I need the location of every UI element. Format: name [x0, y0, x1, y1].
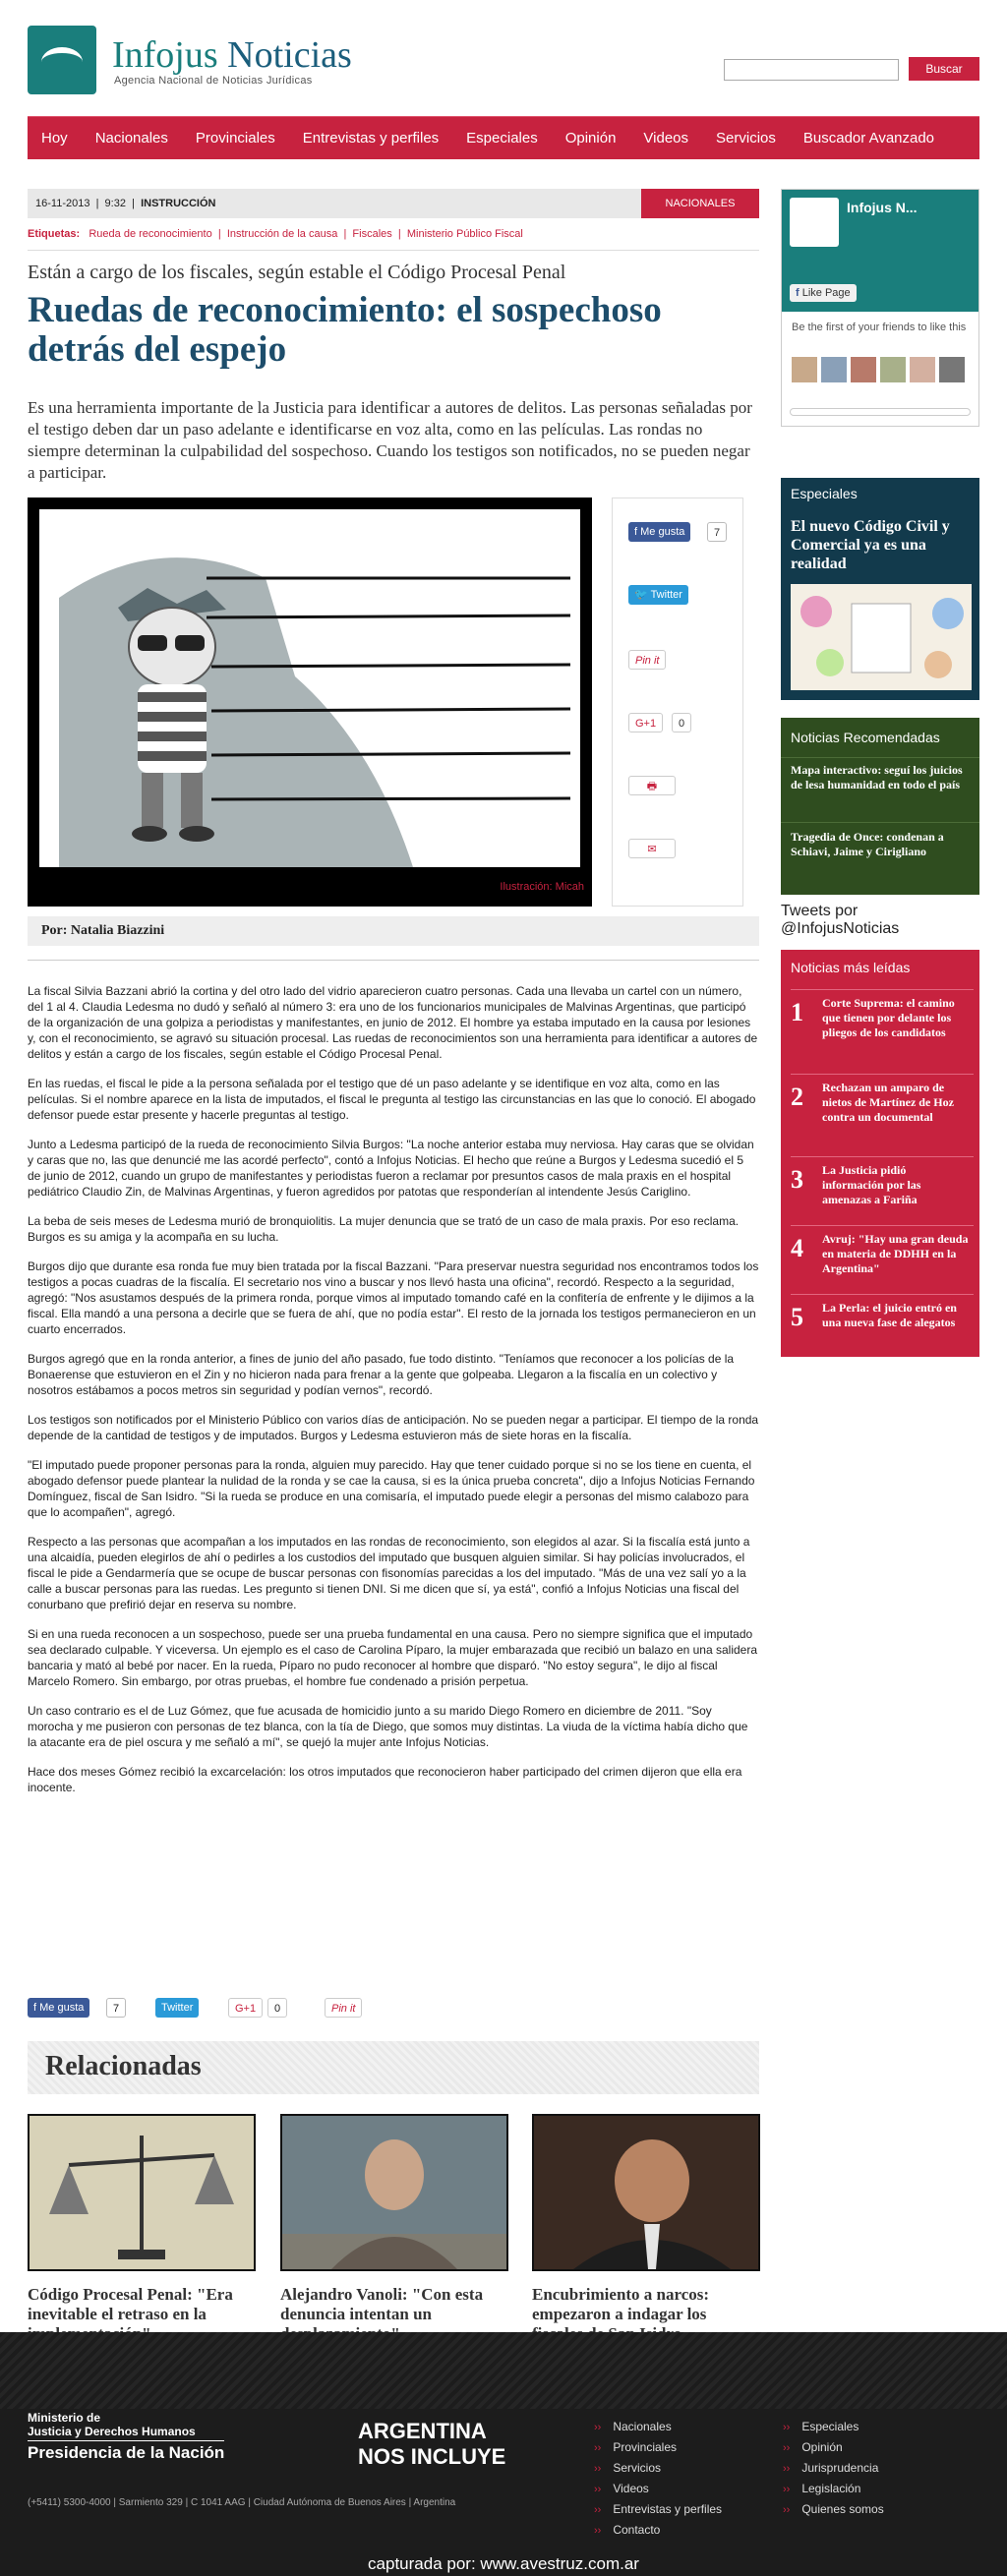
related-headline[interactable]: Alejandro Vanoli: "Con esta denuncia intentan un — [280, 2285, 484, 2323]
nav-item-servicios[interactable]: Servicios — [716, 130, 776, 146]
facebook-page-logo-icon — [790, 198, 839, 247]
especiales-image[interactable] — [791, 584, 972, 690]
article-illustration — [28, 498, 592, 907]
article-body — [28, 983, 759, 1809]
article-paragraph: Burgos agregó que en la ronda anterior, a fines de junio del año pasado, fue todo distinto. "Teníamos que reconocer a los policías de la Bonaerense que estuvieron en el Zin y no hicieron nada para frenar a la gente que golpeaba. Llegaron a la fiscalía en un colectivo y nosotros estábamos a pocos metros sin seguridad y podían vernos", recordó. — [28, 1352, 735, 1397]
nav-item-entrevistas[interactable]: Entrevistas y perfiles — [302, 130, 440, 146]
facebook-friends-text: Be the first of your friends to like this — [792, 322, 967, 333]
site-tagline: Agencia Nacional de Noticias Jurídicas — [114, 75, 313, 87]
rank-number: 1 — [791, 998, 803, 1026]
search-input[interactable] — [724, 59, 899, 81]
mas-leidas-headline[interactable]: Avruj: "Hay una gran deuda en materia de DDHH en la Argentina" — [822, 1232, 969, 1275]
nav-item-hoy[interactable]: Hoy — [41, 130, 68, 146]
recomendadas-title: Noticias Recomendadas — [791, 730, 940, 745]
related-headline[interactable]: Encubrimiento a narcos: empezaron a indagar los — [532, 2285, 710, 2323]
ministry-line-1: Ministerio de — [28, 2411, 101, 2425]
article-headline: Ruedas de reconocimiento: el sospechoso detrás del espejo — [28, 290, 662, 370]
facebook-avatars — [792, 357, 965, 382]
avatar[interactable] — [910, 357, 935, 382]
recomendadas-item[interactable]: Mapa interactivo: seguí los juicios de lesa humanidad en todo el país — [791, 763, 963, 791]
article-paragraph: En las ruedas, el fiscal le pide a la persona señalada por el testigo que dé un paso adelante y se identifique en voz alta, como en las películas. Si el nombre aparece en la lista de imputados, el fiscal le pregunta al testigo las circunstancias en las que lo conoció. El abogado defensor puede estar presente y hacerle preguntas al testigo. — [28, 1077, 756, 1122]
avatar[interactable] — [939, 357, 965, 382]
article-date: 16-11-2013 — [35, 198, 90, 209]
gplus-count: 0 — [267, 1998, 287, 2018]
footer-links-col1 — [594, 2417, 722, 2541]
nav-item-provinciales[interactable]: Provinciales — [195, 130, 275, 146]
facebook-cover — [782, 190, 978, 312]
facebook-like-button[interactable]: f Me gusta — [628, 522, 690, 542]
mas-leidas-item[interactable] — [791, 1225, 974, 1294]
article-time: 9:32 — [104, 198, 126, 209]
rank-number: 3 — [791, 1165, 803, 1194]
tags-row: Etiquetas: Rueda de reconocimiento | Instrucción de la causa | Fiscales | Ministerio Público Fiscal — [28, 228, 523, 240]
article-paragraph: "El imputado puede proponer personas para la ronda, alguien muy parecido. Hay que tener cuidado porque si no se los tiene en cuenta, el abogado defensor puede plantear la nulidad de la ronda y se cae la causa, si es la única prueba concreta", dijo a Infojus Noticias Fernando Domínguez, fiscal de San Isidro. "Si la rueda se produce en una comisaría, el imputado puede elegir a personas del mismo calabozo para que lo acompañen", agregó. — [28, 1458, 755, 1519]
gplus-button[interactable]: G+1 — [228, 1998, 263, 2018]
twitter-button[interactable]: 🐦 Twitter — [628, 585, 688, 605]
facebook-icon: f — [796, 287, 800, 299]
facebook-icon: f — [634, 526, 638, 538]
mas-leidas-item[interactable] — [791, 1156, 974, 1225]
footer-link[interactable]: ›› Legislación — [783, 2479, 884, 2499]
avatar[interactable] — [851, 357, 876, 382]
gplus-button[interactable]: G+1 — [628, 713, 663, 732]
tag-link[interactable]: Rueda de reconocimiento — [89, 228, 212, 240]
site-header — [28, 22, 981, 98]
facebook-page-title[interactable]: Infojus N... — [847, 200, 918, 215]
twitter-button[interactable]: Twitter — [155, 1998, 199, 2018]
tag-link[interactable]: Fiscales — [352, 228, 392, 240]
article-paragraph: Los testigos son notificados por el Ministerio Público con varios días de anticipación. No se pueden negar a participar. El tiempo de la ronda depende de la cantidad de testigos y de imputados. Burgos y Ledesma estuvieron más de siete horas en la fiscalía. — [28, 1413, 759, 1442]
argentina-line-2: NOS INCLUYE — [358, 2444, 506, 2469]
article-paragraph: La fiscal Silvia Bazzani abrió la cortina y del otro lado del vidrio aparecieron cuatro personas. Cada una llevaba un cartel con un número, del 1 al 4. Claudia Ledesma no dudó y señaló al número 3: era uno de los funcionarios municipales de Malvinas Argentinas, que participó de la organización de una golpiza a periodistas y manifestantes, en junio de 2012. El hombre ya estaba imputado en la causa por lesiones y, con el reconocimiento, se agravó su situación procesal. Las ruedas de reconocimientos son una herramienta para identificar a autores de delitos y están a cargo de los fiscales, según estable el Código Procesal Penal. — [28, 984, 758, 1061]
footer-link[interactable]: ›› Contacto — [594, 2520, 722, 2541]
related-image-vanoli — [280, 2114, 508, 2271]
tags-label: Etiquetas: — [28, 228, 81, 240]
rank-number: 2 — [791, 1083, 803, 1111]
nav-item-nacionales[interactable]: Nacionales — [94, 130, 168, 146]
footer-link[interactable]: ›› Servicios — [594, 2458, 722, 2479]
article-kicker: Están a cargo de los fiscales, según estable el Código Procesal Penal — [28, 262, 566, 283]
facebook-like-count: 7 — [707, 522, 727, 542]
facebook-like-button[interactable]: f Me gusta — [28, 1998, 89, 2018]
footer-link[interactable]: ›› Videos — [594, 2479, 722, 2499]
capture-credit: capturada por: www.avestruz.com.ar — [368, 2554, 639, 2573]
especiales-headline[interactable]: El nuevo Código Civil y Comercial ya es una realidad — [791, 518, 950, 572]
share-column — [612, 498, 743, 907]
illustration-canvas — [39, 509, 580, 867]
rank-number: 4 — [791, 1234, 803, 1262]
tag-link[interactable]: Ministerio Público Fiscal — [406, 228, 523, 240]
facebook-like-count: 7 — [106, 1998, 126, 2018]
presidency-text: Presidencia de la Nación — [28, 2440, 224, 2463]
related-image-fiscal — [532, 2114, 760, 2271]
footer-links-col2 — [783, 2417, 884, 2520]
argentina-line-1: ARGENTINA — [358, 2419, 487, 2443]
recomendadas-item[interactable]: Tragedia de Once: condenan a Schiavi, Jaime y Cirigliano — [791, 830, 944, 858]
facebook-icon: f — [33, 2002, 37, 2014]
article-paragraph: Burgos dijo que durante esa ronda fue muy bien tratada por la fiscal Bazzani. "Para preservar nuestra seguridad nos encontramos todos los testigos a pocas cuadras de la fiscalía. El secretario nos vino a buscar y nos llevó hasta una oficina", recordó. Respecto a la seguridad, agregó: "Nos asustamos después de la primera ronda, porque vimos al imputado tomando café en la confitería de enfrente y le dijimos a la fiscal. Ella mandó a una persona a decirle que se fuera de ahí, que no podía estar". El resto de la jornada los testigos permanecieron en un cuarto encerrados. — [28, 1259, 759, 1336]
twitter-icon: 🐦 — [634, 589, 648, 601]
article-paragraph: La beba de seis meses de Ledesma murió de bronquiolitis. La mujer denuncia que se trató de un caso de mala praxis. Por eso reclama. Burgos es su amiga y la acompaña en su lucha. — [28, 1214, 740, 1244]
footer-link[interactable]: ›› Especiales — [783, 2417, 884, 2437]
article-byline: Por: Natalia Biazzini — [28, 916, 759, 946]
nav-item-opinion[interactable]: Opinión — [564, 130, 617, 146]
article-paragraph: Hace dos meses Gómez recibió la excarcelación: los otros imputados que reconocieron haber participado del crimen dijeron que ella era inocente. — [28, 1765, 742, 1794]
recomendadas-box — [781, 718, 979, 895]
mas-leidas-item[interactable] — [791, 1294, 974, 1353]
related-card[interactable] — [280, 2114, 508, 2344]
related-headline[interactable]: Código Procesal Penal: "Era inevitable el retraso en la — [28, 2285, 233, 2323]
mas-leidas-headline[interactable]: Corte Suprema: el camino que tienen por delante los pliegos de los candidatos — [822, 996, 955, 1039]
related-image-scales — [28, 2114, 256, 2271]
logo-icon[interactable] — [28, 26, 96, 94]
mas-leidas-title: Noticias más leídas — [791, 960, 911, 975]
facebook-page-widget — [781, 189, 979, 427]
email-icon[interactable]: ✉ — [628, 839, 676, 858]
footer-address: (+5411) 5300-4000 | Sarmiento 329 | C 1041 AAG | Ciudad Autónoma de Buenos Aires | Argentina — [28, 2497, 456, 2508]
section-badge[interactable]: NACIONALES — [641, 189, 759, 218]
mas-leidas-headline[interactable]: La Justicia pidió información por las amenazas a Fariña — [822, 1163, 921, 1206]
main-nav — [28, 116, 979, 159]
search-button[interactable]: Buscar — [909, 57, 979, 81]
footer-link[interactable]: ›› Jurisprudencia — [783, 2458, 884, 2479]
photo-credit: Ilustración: Micah — [500, 881, 584, 893]
pinit-button[interactable]: Pin it — [628, 650, 666, 670]
article-lead: Es una herramienta importante de la Justicia para identificar a autores de delitos. Las personas señaladas por el testigo deben dar un paso adelante e identificarse en voz alta, como en las películas. Las rondas no siempre determinan la culpabilidad del sospechoso. Cuando los testigos son notificados, no se pueden negar a participar. — [28, 398, 752, 482]
pinit-button[interactable]: Pin it — [325, 1998, 362, 2018]
ministry-line-2: Justicia y Derechos Humanos — [28, 2425, 196, 2438]
mas-leidas-headline[interactable]: La Perla: el juicio entró en una nueva fase de alegatos — [822, 1301, 957, 1329]
footer-pattern — [0, 2332, 1007, 2409]
widget-scrollbar[interactable] — [790, 408, 971, 416]
rank-number: 5 — [791, 1303, 803, 1331]
argentina-nos-incluye-logo — [358, 2419, 505, 2470]
avatar[interactable] — [880, 357, 906, 382]
mas-leidas-item[interactable] — [791, 989, 974, 1074]
footer-link[interactable]: ›› Quienes somos — [783, 2499, 884, 2520]
avatar[interactable] — [821, 357, 847, 382]
share-bar-bottom — [28, 1998, 759, 2020]
related-card[interactable] — [532, 2114, 760, 2344]
article-paragraph: Un caso contrario es el de Luz Gómez, que fue acusada de homicidio junto a su marido Diego Romero en diciembre de 2011. "Soy morocha y me pusieron con personas de tez blanca, con la tía de Diego, que somos muy distintas. La viuda de la víctima había dicho que la atacante era de piel oscura y me señaló a mí", se quejó la mujer ante Infojus Noticias. — [28, 1704, 748, 1749]
article-meta-bar: 16-11-2013 | 9:32 | INSTRUCCIÓN — [28, 189, 759, 218]
facebook-like-page-button[interactable]: f Like Page — [790, 284, 857, 302]
article-paragraph: Junto a Ledesma participó de la rueda de reconocimiento Silvia Burgos: "La noche anterior estaba muy nerviosa. Hay caras que se olvidan y caras que no, las que denuncié me las acordé perfecto", contó a Infojus Noticias. El hecho que reúne a Burgos y Ledesma sucedió el 5 de junio de 2012, cuando un grupo de manifestantes y periodistas fueron a reclamar por presuntos casos de mala praxis en el hospital pediátrico Claudio Zin, de Malvinas Argentinas, y fueron agredidos por patotas que responderían al intendente Jesús Cariglino. — [28, 1138, 754, 1199]
site-logo-text[interactable]: Infojus Noticias — [112, 34, 352, 76]
nav-item-videos[interactable]: Videos — [643, 130, 689, 146]
tag-link[interactable]: Instrucción de la causa — [226, 228, 338, 240]
mas-leidas-box — [781, 950, 979, 1357]
footer-link[interactable]: ›› Entrevistas y perfiles — [594, 2499, 722, 2520]
gplus-count: 0 — [672, 713, 691, 732]
footer-link[interactable]: ›› Opinión — [783, 2437, 884, 2458]
related-header — [28, 2041, 759, 2094]
site-footer — [0, 2332, 1007, 2576]
related-title: Relacionadas — [45, 2051, 202, 2081]
avatar[interactable] — [792, 357, 817, 382]
footer-link[interactable]: ›› Provinciales — [594, 2437, 722, 2458]
especiales-title: Especiales — [791, 486, 858, 501]
print-icon[interactable]: 🖶 — [628, 776, 676, 795]
article-type: INSTRUCCIÓN — [141, 198, 216, 209]
divider — [28, 960, 759, 961]
nav-item-especiales[interactable]: Especiales — [466, 130, 538, 146]
ministry-logo[interactable] — [28, 2411, 224, 2463]
nav-item-buscador[interactable]: Buscador Avanzado — [802, 130, 935, 146]
suspect-lineup-illustration — [39, 509, 580, 867]
related-card[interactable] — [28, 2114, 256, 2344]
article-paragraph: Respecto a las personas que acompañan a los imputados en las rondas de reconocimiento, son elegidos al azar. Si la fiscalía está junto a una alcaidía, pueden elegirlos de ahí o pedirles a los custodios del imputado que busquen alguien similar. Si hay policías involucrados, el fiscal le pide a Gendarmería que se ocupe de buscar personas con fisonomías parecidas a los del imputado. "Más de una vez salí yo a la calle a buscar personas para las ruedas. Les pregunto si tienen DNI. Si me dicen que sí, ya está", confió a Infojus Noticias una fiscal del conurbano que prefirió dejar en reserva su nombre. — [28, 1535, 750, 1611]
footer-link[interactable]: ›› Nacionales — [594, 2417, 722, 2437]
divider — [28, 250, 759, 251]
article-paragraph: Si en una rueda reconocen a un sospechoso, puede ser una prueba fundamental en una causa. Pero no siempre significa que el imputado sea declarado culpable. Y viceversa. Un ejemplo es el caso de Carolina Píparo, la mujer embarazada que recibió un balazo en una salidera bancaria y mató al bebé por nacer. En la rueda, Píparo no pudo reconocer al hombre que disparó. "No estoy segura", le dijo al fiscal Marcelo Romero. Sin embargo, por otras pruebas, el hombre fue condenado a prisión perpetua. — [28, 1627, 758, 1688]
mas-leidas-item[interactable] — [791, 1074, 974, 1156]
mas-leidas-headline[interactable]: Rechazan un amparo de nietos de Martínez de Hoz contra un documental — [822, 1081, 954, 1124]
especiales-box — [781, 478, 979, 700]
tweets-link[interactable]: Tweets por @InfojusNoticias — [781, 903, 900, 937]
